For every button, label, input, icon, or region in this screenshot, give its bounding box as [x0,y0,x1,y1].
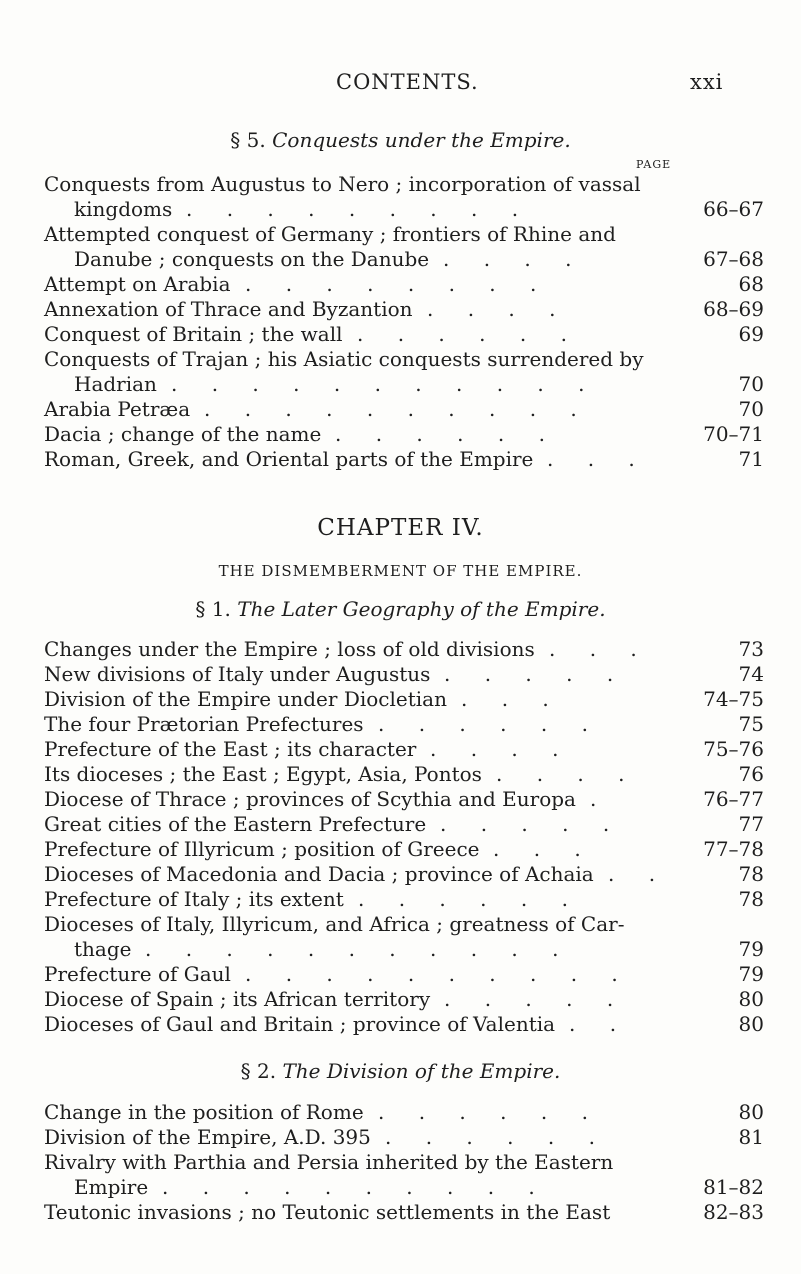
toc-entry [44,172,764,197]
dot-leader: . . . . . . [358,887,582,911]
toc-page-ref: 79 [738,962,764,986]
dot-leader: . . . [493,837,595,861]
toc-page-ref: 80 [738,987,764,1011]
toc-entry-text: Its dioceses ; the East ; Egypt, Asia, Pontos [44,762,482,786]
toc-page-ref: 73 [738,637,764,661]
dot-leader: . . . . . . . . . . [162,1175,549,1199]
toc-entry [44,837,764,862]
toc-entry [44,422,764,447]
chapter-subtitle: THE DISMEMBERMENT OF THE EMPIRE. [218,562,583,580]
toc-page-ref: 81 [738,1125,764,1149]
toc-page-ref: 78 [738,862,764,886]
toc-entry-text: Conquests of Trajan ; his Asiatic conquests surrendered by [44,347,644,371]
toc-entry-text: Prefecture of Illyricum ; position of Greece [44,837,480,861]
section-title: The Later Geography of the Empire. [237,597,606,621]
toc-entry [44,962,764,987]
toc-entry-text: Great cities of the Eastern Prefecture [44,812,427,836]
toc-entry-text: Diocese of Thrace ; provinces of Scythia and Europa [44,787,576,811]
dot-leader: . . [608,862,670,886]
toc-entry [44,1012,764,1037]
toc-entry-text: Division of the Empire, A.D. 395 [44,1125,371,1149]
dot-leader: . . . . [443,247,586,271]
dot-leader: . . . . . . . . . . [245,962,632,986]
dot-leader: . . . . . . . . . . . [171,372,599,396]
dot-leader: . [590,787,611,811]
dot-leader: . . . . . . . . . . . [145,937,573,961]
toc-entry-text: Rivalry with Parthia and Persia inherited by the Eastern [44,1150,614,1174]
toc-entry-text: Change in the position of Rome [44,1100,364,1124]
dot-leader: . . . . . . . . . [186,197,533,221]
toc-entry-text: Hadrian [74,372,157,396]
toc-page-ref: 80 [738,1012,764,1036]
toc-entry [44,662,764,687]
section-2-entries [44,1100,764,1225]
toc-entry-text: thage [74,937,132,961]
toc-entry-text: Dioceses of Italy, Illyricum, and Africa ; greatness of Car- [44,912,625,936]
dot-leader: . . . [549,637,651,661]
toc-page-ref: 70 [738,372,764,396]
section-number: § 1. [195,597,231,621]
dot-leader: . . . [461,687,563,711]
toc-entry-text: Prefecture of the East ; its character [44,737,417,761]
toc-entry-text: kingdoms [74,197,173,221]
toc-entry [44,862,764,887]
dot-leader: . . . . [430,737,573,761]
toc-page-ref: 80 [738,1100,764,1124]
toc-entry-text: Roman, Greek, and Oriental parts of the Empire [44,447,534,471]
running-head [0,70,801,100]
section-5-heading [0,128,801,152]
toc-entry [44,247,764,272]
dot-leader: . . . . . . [357,322,581,346]
toc-page-ref: 76–77 [703,787,764,811]
toc-entry-text: Danube ; conquests on the Danube [74,247,430,271]
toc-entry [44,1125,764,1150]
toc-entry [44,762,764,787]
toc-entry [44,447,764,472]
section-number: § 5. [230,128,266,152]
toc-entry [44,712,764,737]
toc-entry [44,887,764,912]
toc-entry-text: Dioceses of Gaul and Britain ; province of Valentia [44,1012,556,1036]
toc-entry [44,1175,764,1200]
toc-page-ref: 82–83 [703,1200,764,1224]
section-title: Conquests under the Empire. [272,128,571,152]
page-number: xxi [690,70,724,94]
dot-leader: . . . . . [444,987,628,1011]
dot-leader: . . . . . [440,812,624,836]
toc-entry [44,272,764,297]
toc-page-ref: 76 [738,762,764,786]
dot-leader: . . . [547,447,649,471]
toc-entry-text: Dacia ; change of the name [44,422,322,446]
section-1-entries [44,637,764,1037]
toc-entry [44,637,764,662]
toc-entry-text: Changes under the Empire ; loss of old divisions [44,637,535,661]
toc-entry [44,937,764,962]
running-title: CONTENTS. [336,70,479,94]
toc-entry-text: Annexation of Thrace and Byzantion [44,297,413,321]
toc-entry [44,987,764,1012]
toc-entry [44,812,764,837]
toc-page-ref: 74–75 [703,687,764,711]
dot-leader: . . . . . . . . . . [204,397,591,421]
toc-entry [44,1150,764,1175]
toc-entry [44,222,764,247]
toc-entry-text: Prefecture of Italy ; its extent [44,887,344,911]
toc-entry [44,397,764,422]
toc-entry [44,322,764,347]
dot-leader: . . . . . [444,662,628,686]
toc-entry [44,687,764,712]
toc-page-ref: 74 [738,662,764,686]
dot-leader: . . . . . . [385,1125,609,1149]
toc-page-ref: 70–71 [703,422,764,446]
toc-entry-text: Teutonic invasions ; no Teutonic settlements in the East [44,1200,611,1224]
toc-entry [44,1100,764,1125]
toc-entry-text: Division of the Empire under Diocletian [44,687,447,711]
toc-entry-text: Prefecture of Gaul [44,962,231,986]
toc-page-ref: 66–67 [703,197,764,221]
toc-page-ref: 67–68 [703,247,764,271]
toc-entry-text: Dioceses of Macedonia and Dacia ; province of Achaia [44,862,594,886]
toc-entry-text: Empire [74,1175,149,1199]
toc-entry [44,372,764,397]
toc-entry-text: Conquest of Britain ; the wall [44,322,343,346]
dot-leader: . . [569,1012,631,1036]
dot-leader: . . . . . . [335,422,559,446]
toc-entry [44,297,764,322]
dot-leader: . . . . [427,297,570,321]
toc-page-ref: 79 [738,937,764,961]
section-2-heading [0,1059,801,1083]
toc-entry [44,197,764,222]
toc-entry [44,912,764,937]
toc-page-ref: 77–78 [703,837,764,861]
toc-entry-text: Attempt on Arabia [44,272,231,296]
toc-page-ref: 78 [738,887,764,911]
section-title: The Division of the Empire. [282,1059,561,1083]
dot-leader: . . . . . . [378,712,602,736]
toc-entry [44,1200,764,1225]
section-1-heading [0,597,801,621]
toc-page-ref: 81–82 [703,1175,764,1199]
toc-entry-text: Conquests from Augustus to Nero ; incorporation of vassal [44,172,641,196]
toc-page-ref: 75 [738,712,764,736]
toc-entry-text: The four Prætorian Prefectures [44,712,364,736]
toc-entry-text: New divisions of Italy under Augustus [44,662,431,686]
dot-leader: . . . . [496,762,639,786]
toc-page-ref: 70 [738,397,764,421]
dot-leader: . . . . . . [378,1100,602,1124]
toc-page-ref: 75–76 [703,737,764,761]
chapter-title: CHAPTER IV. [317,515,484,541]
toc-page-ref: 69 [738,322,764,346]
toc-entry-text: Arabia Petræa [44,397,191,421]
toc-page-ref: 68 [738,272,764,296]
toc-entry-text: Attempted conquest of Germany ; frontiers of Rhine and [44,222,616,246]
section-number: § 2. [240,1059,277,1083]
toc-entry [44,787,764,812]
toc-page-ref: 71 [738,447,764,471]
page-column-label: PAGE [636,158,672,171]
toc-entry [44,737,764,762]
section-5-entries [44,172,764,472]
toc-entry [44,347,764,372]
dot-leader: . . . . . . . . [245,272,551,296]
toc-entry-text: Diocese of Spain ; its African territory [44,987,431,1011]
toc-page-ref: 77 [738,812,764,836]
toc-page-ref: 68–69 [703,297,764,321]
